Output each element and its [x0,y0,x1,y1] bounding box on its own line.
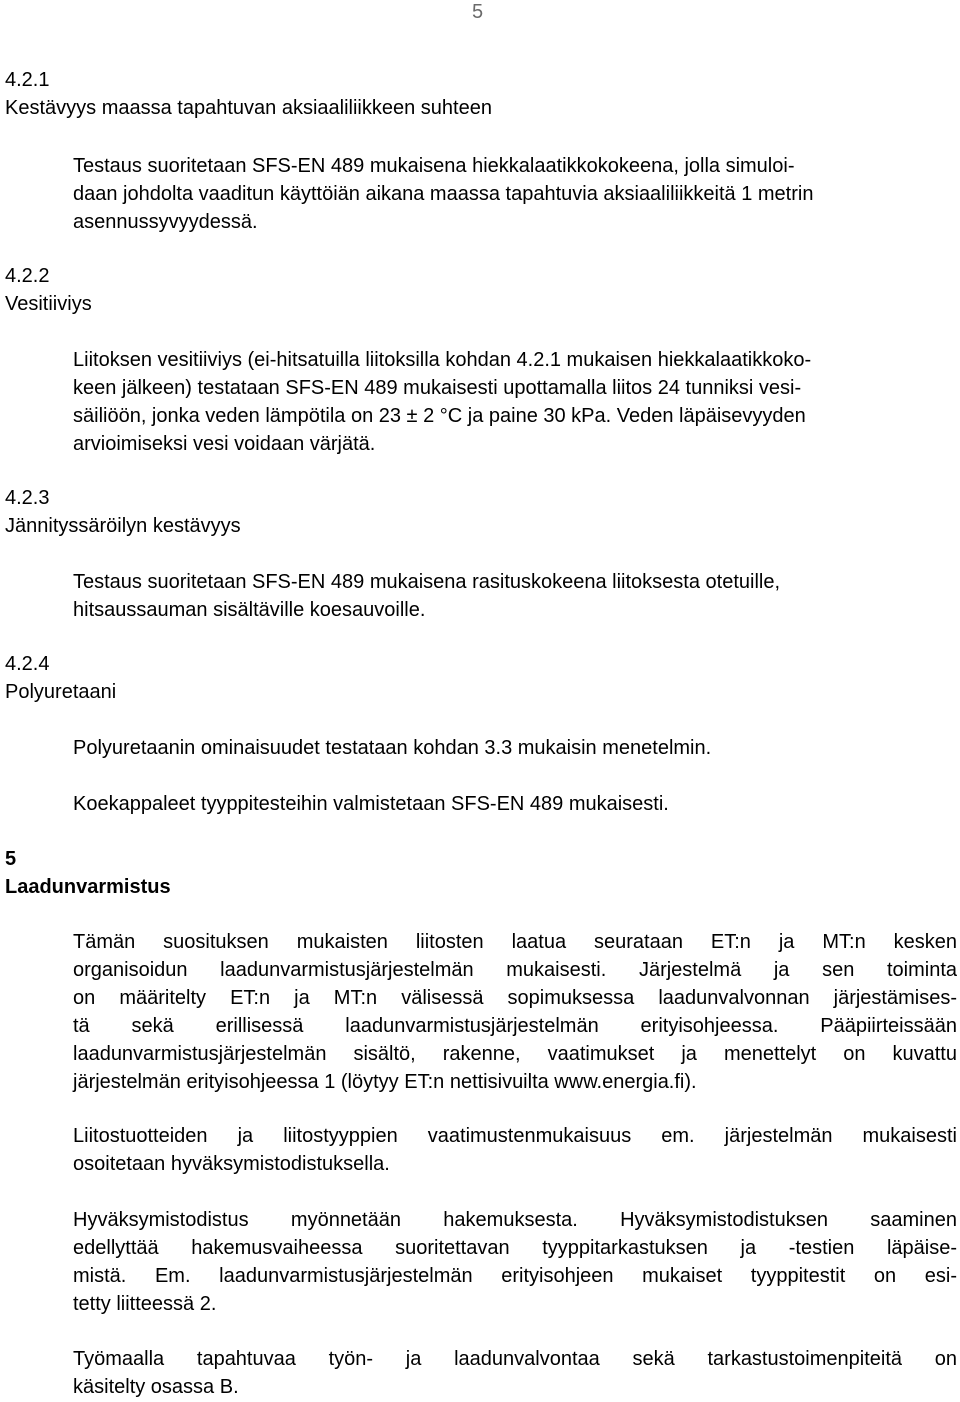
paragraph [73,734,957,762]
text-line: osoitetaan hyväksymistodistuksella. [73,1153,390,1175]
text-line: Testaus suoritetaan SFS-EN 489 mukaisena rasituskokeena liitoksesta otetuille, [73,571,781,593]
section-heading-4-2-1 [5,66,492,122]
text-line: hitsaussauman sisältäville koesauvoille. [73,599,426,621]
paragraph [73,1206,957,1318]
text-line: Työmaalla tapahtuvaa työn- ja laadunvalvontaa sekä tarkastustoimenpiteitä on [73,1348,957,1370]
section-number: 4.2.1 [5,69,50,91]
text-line: säiliöön, jonka veden lämpötila on 23 ± 2 °C ja paine 30 kPa. Veden läpäisevyyden [73,405,806,427]
section-heading-4-2-2 [5,262,92,318]
section-title: Kestävyys maassa tapahtuvan aksiaaliliikkeen suhteen [5,97,492,119]
paragraph [73,928,957,1096]
section-heading-4-2-4 [5,650,116,706]
text-line: Koekappaleet tyyppitesteihin valmistetaan SFS-EN 489 mukaisesti. [73,793,669,815]
text-line: daan johdolta vaaditun käyttöiän aikana maassa tapahtuvia aksiaaliliikkeitä 1 metrin [73,183,814,205]
section-heading-4-2-3 [5,484,241,540]
text-line: järjestelmän erityisohjeessa 1 (löytyy ET:n nettisivuilta www.energia.fi). [73,1071,697,1093]
section-title: Vesitiiviys [5,293,92,315]
text-line: asennussyvyydessä. [73,211,258,233]
paragraph [73,568,957,624]
paragraph [73,1122,957,1178]
text-line: tetty liitteessä 2. [73,1293,217,1315]
text-line: tä sekä erillisessä laadunvarmistusjärjestelmän erityisohjeessa. Pääpiirteissään [73,1015,957,1037]
text-line: Hyväksymistodistus myönnetään hakemuksesta. Hyväksymistodistuksen saaminen [73,1209,957,1231]
section-title: Jännityssäröilyn kestävyys [5,515,241,537]
text-line: Polyuretaanin ominaisuudet testataan kohdan 3.3 mukaisin menetelmin. [73,737,712,759]
text-line: arvioimiseksi vesi voidaan värjätä. [73,433,376,455]
section-number: 4.2.2 [5,265,50,287]
text-line: on määritelty ET:n ja MT:n välisessä sopimuksessa laadunvalvonnan järjestämises- [73,987,957,1009]
text-line: keen jälkeen) testataan SFS-EN 489 mukaisesti upottamalla liitos 24 tunniksi vesi- [73,377,802,399]
text-line: organisoidun laadunvarmistusjärjestelmän mukaisesti. Järjestelmä ja sen toiminta [73,959,957,981]
paragraph [73,1345,957,1401]
section-number: 4.2.4 [5,653,50,675]
paragraph [73,152,957,236]
text-line: Tämän suosituksen mukaisten liitosten laatua seurataan ET:n ja MT:n kesken [73,931,957,953]
text-line: Liitostuotteiden ja liitostyyppien vaatimustenmukaisuus em. järjestelmän mukaisesti [73,1125,957,1147]
text-line: mistä. Em. laadunvarmistusjärjestelmän erityisohjeen mukaiset tyyppitestit on esi- [73,1265,957,1287]
paragraph [73,346,957,458]
text-line: laadunvarmistusjärjestelmän sisältö, rakenne, vaatimukset ja menettelyt on kuvattu [73,1043,957,1065]
paragraph [73,790,957,818]
page-number: 5 [472,1,484,23]
text-line: käsitelty osassa B. [73,1376,239,1398]
text-line: edellyttää hakemusvaiheessa suoritettavan tyyppitarkastuksen ja -testien läpäise- [73,1237,957,1259]
text-line: Testaus suoritetaan SFS-EN 489 mukaisena hiekkalaatikkokokeena, jolla simuloi- [73,155,795,177]
section-number: 5 [5,848,17,870]
section-title: Polyuretaani [5,681,117,703]
section-number: 4.2.3 [5,487,50,509]
section-title: Laadunvarmistus [5,876,171,898]
text-line: Liitoksen vesitiiviys (ei-hitsatuilla liitoksilla kohdan 4.2.1 mukaisen hiekkalaatikkoko- [73,349,812,371]
section-heading-5 [5,845,171,901]
